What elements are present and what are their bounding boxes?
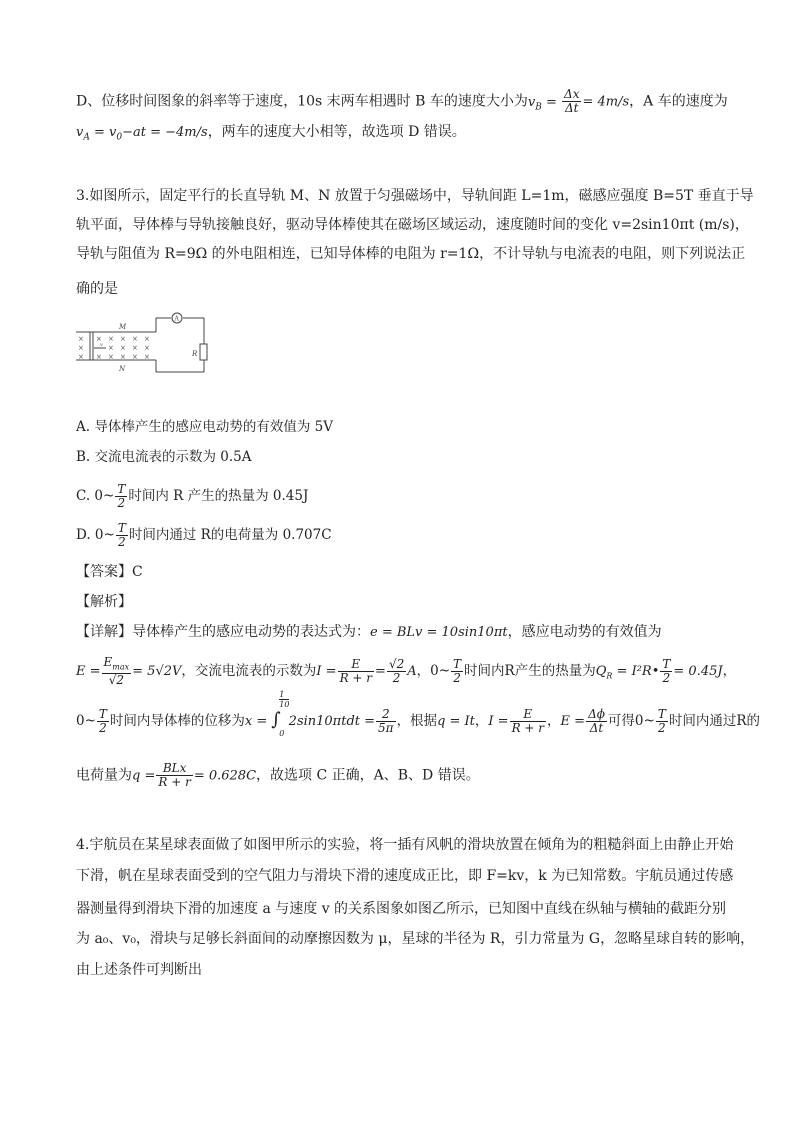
field-cross: × [132, 353, 138, 361]
field-cross: × [96, 353, 102, 361]
field-cross: × [108, 335, 114, 343]
detail-line-3: 0~ $\frac{T}{2}$ 时间内导体棒的位移为x = ∫ 1 10 0 2sin10πtdt = $\frac{2}{5\pi}$ ，根据q = It，I = $\frac{E}{R + r}$ ，E = $\frac{\Delta\phi}{\Delta t}$ 可得0~ $\frac{T}{2}$ 时间内通过R的 [76, 690, 761, 738]
field-cross: × [144, 344, 150, 352]
label-n: N [119, 365, 126, 373]
q3-stem-line-4: 确的是 [76, 281, 118, 297]
field-cross: × [78, 344, 84, 352]
q3-stem-line-2: 轨平面，导体棒与导轨接触良好，驱动导体棒使其在磁场区域运动，速度随时间的变化 v=2sin10πt (m/s)， [76, 217, 749, 233]
field-cross: × [144, 335, 150, 343]
d-option-line-1: D、位移时间图象的斜率等于速度，10s 末两车相遇时 B 车的速度大小为$v_B$ = $\frac{\Delta x}{\Delta t}$ = 4m/s，A 车的速度为 [76, 87, 728, 115]
d-option-line-2: $v_A = v_0-at = -4m/s$，两车的速度大小相等，故选项 D 错误。 [76, 124, 466, 143]
field-cross: × [108, 353, 114, 361]
fraction-t-over-2: $\frac{T}{2}$ [117, 482, 126, 510]
option-c: C. 0~ $\frac{T}{2}$ 时间内 R 产生的热量为 0.45J [76, 482, 309, 510]
label-v: v [100, 342, 103, 348]
option-a: A. 导体棒产生的感应电动势的有效值为 5V [76, 419, 333, 435]
label-a: A [174, 315, 179, 323]
field-cross: × [144, 353, 150, 361]
label-r: R [192, 350, 198, 358]
q4-stem-line-3: 器测量得到滑块下滑的加速度 a 与速度 v 的关系图象如图乙所示，已知图中直线在纵轴与横轴的截距分别 [76, 901, 727, 917]
circuit-diagram [76, 310, 216, 380]
detail-line-4: 电荷量为q = $\frac{\text{BLx}}{R + r}$ = 0.628C，故选项 C 正确，A、B、D 错误。 [76, 761, 480, 789]
label-m: M [119, 323, 127, 331]
field-cross: × [96, 335, 102, 343]
q4-stem-line-1: 4.宇航员在某星球表面做了如图甲所示的实验，将一插有风帆的滑块放置在倾角为的粗糙斜面上由静止开始 [76, 837, 734, 853]
q4-stem-line-2: 下滑，帆在星球表面受到的空气阻力与滑块下滑的速度成正比，即 F=kv，k 为已知常数。宇航员通过传感 [76, 868, 734, 884]
field-cross: × [120, 344, 126, 352]
field-cross: × [132, 335, 138, 343]
q4-stem-line-4: 为 a₀、v₀，滑块与足够长斜面间的动摩擦因数为 μ，星球的半径为 R，引力常量为 G，忽略星球自转的影响， [76, 931, 755, 947]
q3-stem-line-1: 3.如图所示，固定平行的长直导轨 M、N 放置于匀强磁场中，导轨间距 L=1m，磁感应强度 B=5T 垂直于导 [76, 188, 754, 204]
option-b: B. 交流电流表的示数为 0.5A [76, 449, 252, 465]
field-cross: × [132, 344, 138, 352]
detail-line-2: E = $\frac{E_{max}}{√2}$ = 5√2V，交流电流表的示数为I = $\frac{E}{R + r}$ = $\frac{√2}{2}$ A，0~ $\frac{T}{2}$ 时间内R产生的热量为$Q_R$ = I²R• $\frac{T}{2}$ = 0.45J， [76, 655, 737, 688]
integral-sign: ∫ 1 10 0 [271, 690, 290, 738]
fraction-dx-dt: $\frac{\Delta x}{\Delta t}$ [564, 87, 580, 115]
analysis-label: 【解析】 [76, 594, 132, 610]
option-d: D. 0~ $\frac{T}{2}$ 时间内通过 R的电荷量为 0.707C [76, 521, 332, 549]
field-cross: × [78, 353, 84, 361]
field-cross: × [120, 353, 126, 361]
q4-stem-line-5: 由上述条件可判断出 [76, 962, 202, 978]
detail-line-1: 【详解】导体棒产生的感应电动势的表达式为：e = BLv = 10sin10πt，感应电动势的有效值为 [76, 624, 662, 640]
q3-stem-line-3: 导轨与阻值为 R=9Ω 的外电阻相连，已知导体棒的电阻为 r=1Ω，不计导轨与电流表的电阻，则下列说法正 [76, 246, 746, 262]
field-cross: × [78, 335, 84, 343]
field-cross: × [120, 335, 126, 343]
answer-label: 【答案】C [76, 564, 143, 580]
fraction-t-over-2: $\frac{T}{2}$ [117, 521, 126, 549]
field-cross: × [108, 344, 114, 352]
